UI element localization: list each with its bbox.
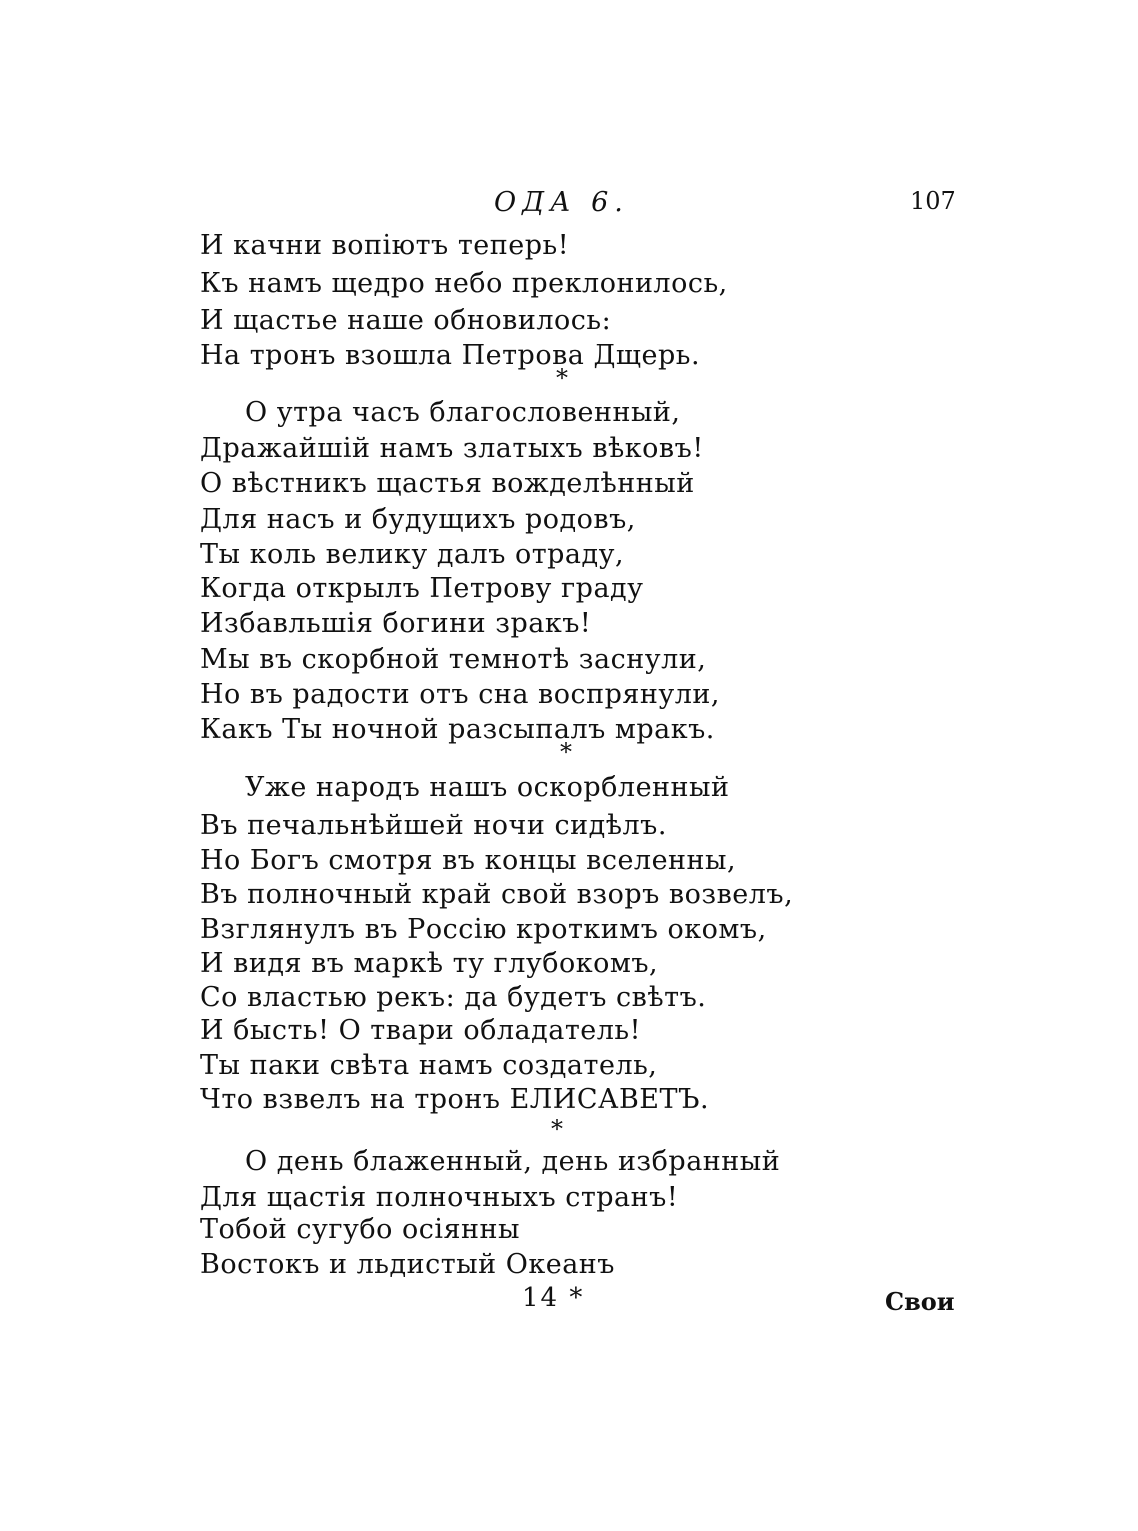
signature-mark: 14 * bbox=[522, 1283, 585, 1313]
stanza-separator: * bbox=[560, 738, 572, 766]
verse-line: Взглянулъ въ Россію кроткимъ окомъ, bbox=[200, 914, 767, 945]
verse-line: И видя въ маркѣ ту глубокомъ, bbox=[200, 948, 659, 979]
verse-line: Мы въ скорбной темнотѣ заснули, bbox=[200, 644, 707, 675]
catchword: Свои bbox=[885, 1287, 955, 1316]
verse-line: Для насъ и будущихъ родовъ, bbox=[200, 504, 636, 535]
verse-line: И щастье наше обновилось: bbox=[200, 305, 612, 336]
verse-line: Въ полночный край свой взоръ возвелъ, bbox=[200, 879, 794, 910]
verse-line: Избавльшія богини зракъ! bbox=[200, 608, 592, 639]
verse-line: Уже народъ нашъ оскорбленный bbox=[245, 772, 730, 803]
verse-line: О день блаженный, день избранный bbox=[245, 1146, 781, 1177]
verse-line: На тронъ взошла Петрова Дщерь. bbox=[200, 340, 701, 371]
verse-line: Ты паки свѣта намъ создатель, bbox=[200, 1050, 658, 1081]
verse-line: Дражайшій намъ златыхъ вѣковъ! bbox=[200, 433, 704, 464]
verse-line: И бысть! О твари обладатель! bbox=[200, 1015, 641, 1046]
verse-line: Но въ радости отъ сна воспрянули, bbox=[200, 679, 720, 710]
verse-line: О утра часъ благословенный, bbox=[245, 397, 681, 428]
stanza-separator: * bbox=[556, 364, 568, 392]
verse-line: И качни вопіютъ теперь! bbox=[200, 230, 570, 261]
verse-line: Ты коль велику далъ отраду, bbox=[200, 539, 625, 570]
verse-line: Со властью рекъ: да будетъ свѣтъ. bbox=[200, 982, 707, 1013]
verse-line: О вѣстникъ щастья вожделѣнный bbox=[200, 468, 695, 499]
verse-line: Когда открылъ Петрову граду bbox=[200, 573, 644, 604]
verse-line: Что взвелъ на тронъ ЕЛИСАВЕТЪ. bbox=[200, 1084, 710, 1115]
verse-line: Востокъ и льдистый Океанъ bbox=[200, 1249, 615, 1280]
verse-line: Для щастія полночныхъ странъ! bbox=[200, 1182, 679, 1213]
page-number: 107 bbox=[910, 187, 956, 215]
verse-line: Къ намъ щедро небо преклонилось, bbox=[200, 268, 728, 299]
verse-line: Въ печальнѣйшей ночи сидѣлъ. bbox=[200, 810, 667, 841]
stanza-separator: * bbox=[551, 1115, 563, 1143]
running-title: ОДА 6. bbox=[494, 187, 629, 218]
verse-line: Но Богъ смотря въ концы вселенны, bbox=[200, 845, 737, 876]
verse-line: Тобой сугубо осіянны bbox=[200, 1214, 521, 1245]
verse-line: Какъ Ты ночной разсыпалъ мракъ. bbox=[200, 714, 715, 745]
